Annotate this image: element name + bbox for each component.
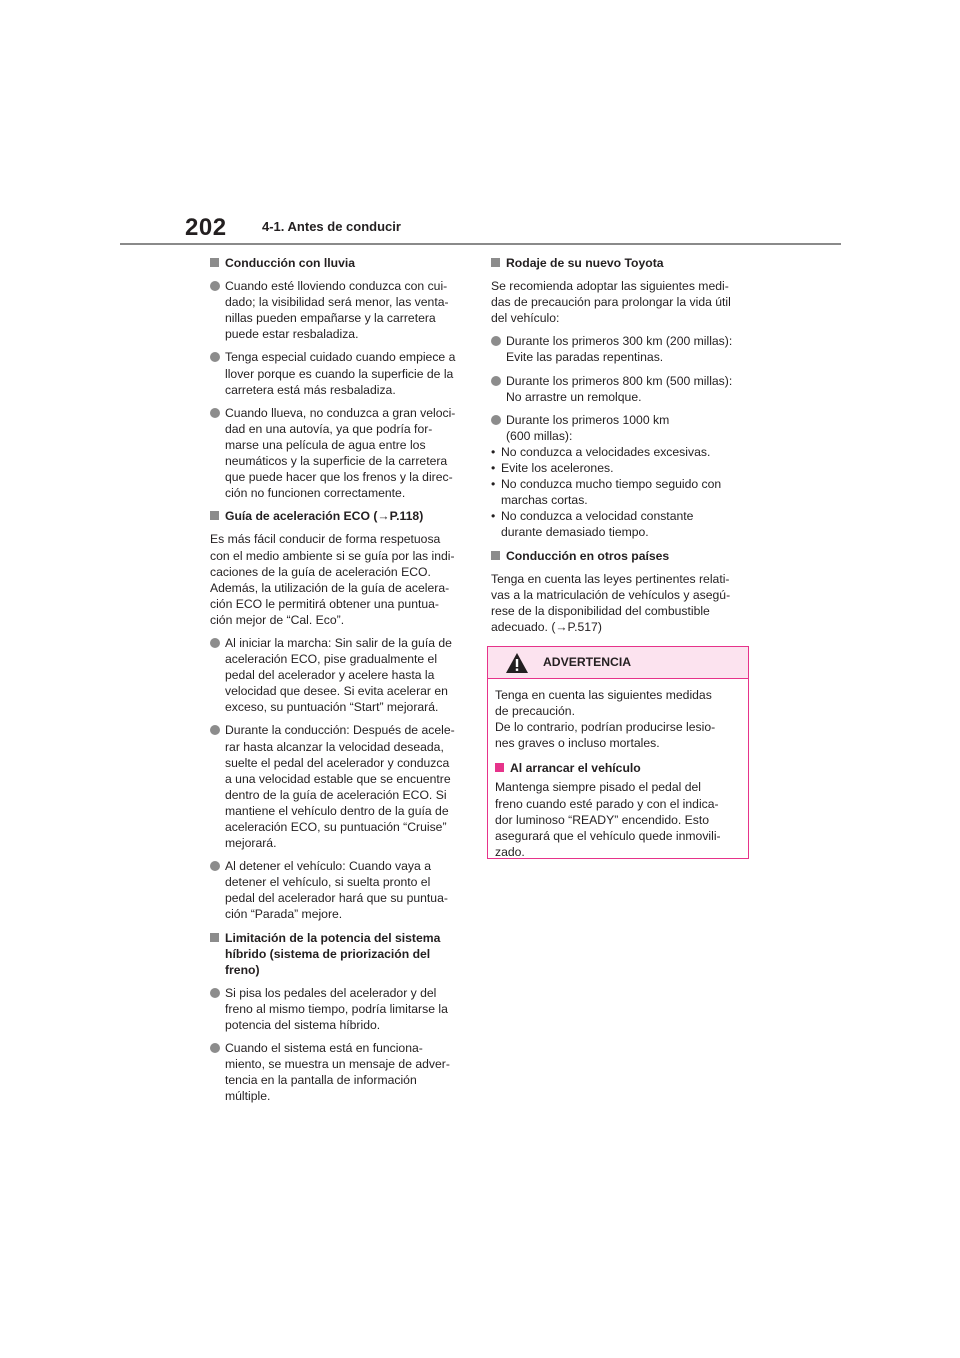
round-bullet-icon xyxy=(491,415,501,425)
heading-abroad: Conducción en otros países xyxy=(491,548,753,564)
page-number: 202 xyxy=(185,214,227,241)
left-column xyxy=(210,255,465,1112)
break-in-bullet-2: Durante los primeros 800 km (500 millas): No arrastre un remolque. xyxy=(491,373,753,405)
warning-header xyxy=(488,647,748,679)
break-in-bullet-1: Durante los primeros 300 km (200 millas): Evite las paradas repentinas. xyxy=(491,333,753,365)
rain-bullet-3: Cuando llueva, no conduzca a gran veloci- dad en una autovía, ya que podría for- marse una película de agua entre los neumáticos y la superficie de la carretera que puede hacer que los frenos y la direc- ción no funcionen correctamente. xyxy=(210,405,465,502)
heading-break-in: Rodaje de su nuevo Toyota xyxy=(491,255,753,271)
round-bullet-icon xyxy=(210,408,220,418)
eco-bullet-1: Al iniciar la marcha: Sin salir de la guía de aceleración ECO, pise gradualmente el pedal del acelerador y acelere hasta la velocidad que desee. Si evita acelerar en exceso, su puntuación “Start” mejorará. xyxy=(210,635,465,715)
warning-box xyxy=(487,646,749,859)
sub-item: • No conduzca a velocidades excesivas. xyxy=(491,444,711,459)
round-bullet-icon xyxy=(210,352,220,362)
warning-triangle-icon xyxy=(505,652,529,674)
round-bullet-icon xyxy=(210,1043,220,1053)
break-in-bullet-3: Durante los primeros 1000 km (600 millas): xyxy=(491,412,753,444)
rain-bullet-2: Tenga especial cuidado cuando empiece a llover porque es cuando la superficie de la carretera está más resbaladiza. xyxy=(210,349,465,397)
warning-heading: Al arrancar el vehículo xyxy=(495,760,741,776)
heading-eco-guide: Guía de aceleración ECO (→P.118) xyxy=(210,508,465,524)
break-in-sublist xyxy=(491,444,753,541)
warning-body xyxy=(488,679,748,860)
sub-item: • No conduzca a velocidad constante durante demasiado tiempo. xyxy=(491,509,694,540)
round-bullet-icon xyxy=(210,988,220,998)
round-bullet-icon xyxy=(491,376,501,386)
sub-item: • No conduzca mucho tiempo seguido con marchas cortas. xyxy=(491,477,722,508)
abroad-paragraph: Tenga en cuenta las leyes pertinentes relati- vas a la matriculación de vehículos y asegú- rese de la disponibilidad del combustible adecuado. (→P.517) xyxy=(491,571,731,634)
square-bullet-icon xyxy=(495,763,504,772)
round-bullet-icon xyxy=(210,638,220,648)
break-in-paragraph: Se recomienda adoptar las siguientes medi- das de precaución para prolongar la vida útil del vehículo: xyxy=(491,279,731,326)
eco-paragraph: Es más fácil conducir de forma respetuosa con el medio ambiente si se guía por las indi- caciones de la guía de aceleración ECO. Además, la utilización de la guía de acelera- ción ECO le permitirá obtener una puntua- ción mejor de “Cal. Eco”. xyxy=(210,532,455,627)
round-bullet-icon xyxy=(491,336,501,346)
square-bullet-icon xyxy=(210,933,219,942)
section-title: 4-1. Antes de conducir xyxy=(262,219,401,234)
round-bullet-icon xyxy=(210,725,220,735)
rain-bullet-1: Cuando esté lloviendo conduzca con cui- dado; la visibilidad será menor, las venta- nillas pueden empañarse y la carretera puede estar resbaladiza. xyxy=(210,278,465,342)
right-column xyxy=(491,255,753,642)
heading-rain: Conducción con lluvia xyxy=(210,255,465,271)
square-bullet-icon xyxy=(210,258,219,267)
square-bullet-icon xyxy=(491,551,500,560)
warning-text: Mantenga siempre pisado el pedal del freno cuando esté parado y con el indica- dor luminoso “READY” encendido. Esto asegurará que el vehículo quede inmovili- zado. xyxy=(495,780,721,859)
warning-intro: Tenga en cuenta las siguientes medidas de precaución. De lo contrario, podrían producirse lesio- nes graves o incluso mortales. xyxy=(495,688,716,751)
square-bullet-icon xyxy=(491,258,500,267)
round-bullet-icon xyxy=(210,861,220,871)
square-bullet-icon xyxy=(210,511,219,520)
eco-bullet-2: Durante la conducción: Después de acele- rar hasta alcanzar la velocidad deseada, suelte el pedal del acelerador y conduzca a una velocidad estable que se encuentre dentro de la guía de aceleración ECO. Si mantiene el vehículo dentro de la guía de aceleración ECO, su puntuación “Cruise” mejorará. xyxy=(210,722,465,851)
limit-bullet-1: Si pisa los pedales del acelerador y del freno al mismo tiempo, podría limitarse la potencia del sistema híbrido. xyxy=(210,985,465,1033)
header-rule xyxy=(120,243,841,245)
sub-item: • Evite los acelerones. xyxy=(491,461,614,476)
round-bullet-icon xyxy=(210,281,220,291)
warning-title: ADVERTENCIA xyxy=(543,655,632,669)
eco-bullet-3: Al detener el vehículo: Cuando vaya a detener el vehículo, si suelta pronto el pedal del acelerador hará que su puntua- ción “Parada” mejore. xyxy=(210,858,465,922)
heading-power-limit: Limitación de la potencia del sistema híbrido (sistema de priorización del freno) xyxy=(210,930,465,978)
limit-bullet-2: Cuando el sistema está en funciona- miento, se muestra un mensaje de adver- tencia en la pantalla de información múltiple. xyxy=(210,1040,465,1104)
